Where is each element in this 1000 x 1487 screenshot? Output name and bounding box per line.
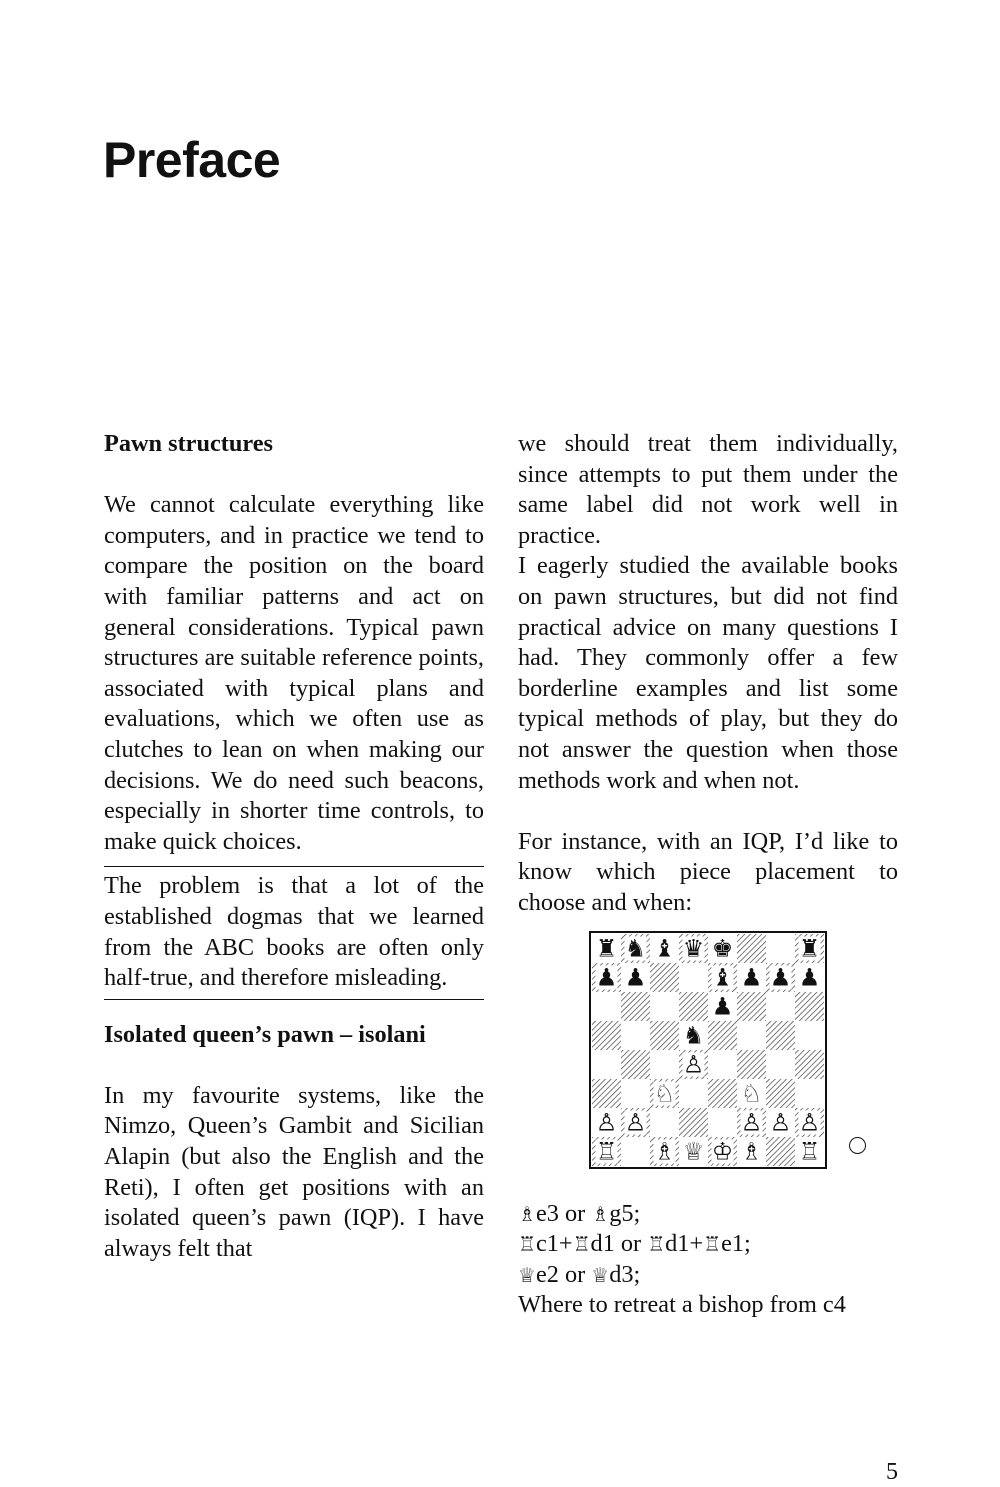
white-pawn-icon: ♙ [595, 1108, 618, 1136]
paragraph-books: I eagerly studied the available books on pawn structures, but did not find practical advice on many questions I had. They commonly offer a few borderline examples and list some typical methods of play, but they do not answer the question when those methods work and when not. [518, 552, 898, 794]
black-bishop-icon: ♝ [711, 963, 734, 991]
dark-square [592, 1079, 621, 1108]
black-pawn-icon: ♟ [595, 963, 618, 991]
black-pawn-icon: ♟ [711, 992, 734, 1020]
move-option-bishop: ♗e3 or ♗g5; [518, 1199, 641, 1227]
white-knight-icon: ♘ [740, 1079, 763, 1107]
paragraph-isolani: In my favourite systems, like the Nimzo, Queen’s Gambit and Sicilian Alapin (but also the English and the Reti), I often get positions with an isolated queen’s pawn (IQP). I have always felt that [104, 1081, 484, 1262]
white-rook-icon: ♖ [798, 1137, 821, 1165]
white-pawn-icon: ♙ [682, 1050, 705, 1078]
black-knight-icon: ♞ [624, 934, 647, 962]
black-rook-icon: ♜ [595, 934, 618, 962]
paragraph-instance: For instance, with an IQP, I’d like to know which piece placement to choose and when: [518, 827, 898, 916]
dark-square [679, 992, 708, 1021]
rook-icon: ♖ [647, 1232, 666, 1257]
queen-icon: ♕ [591, 1262, 610, 1287]
black-knight-icon: ♞ [682, 1021, 705, 1049]
paragraph-pawn-structures: We cannot calculate everything like computers, and in practice we tend to compare the position on the board with familiar patterns and act on general considerations. Typical pawn structures are suitable reference points, associated with typical plans and evaluations, which we often use as clutches to lean on when making our decisions. We do need such beacons, especially in shorter time controls, to make quick choices. [104, 491, 484, 855]
chess-diagram-area [518, 919, 898, 1199]
paragraph-retreat: Where to retreat a bishop from c4 [518, 1291, 846, 1319]
chess-board [589, 931, 827, 1169]
white-pawn-icon: ♙ [624, 1108, 647, 1136]
section-heading-isolani: Isolated queen’s pawn – isolani [104, 1020, 426, 1048]
dark-square [650, 1021, 679, 1050]
dark-square [621, 992, 650, 1021]
white-bishop-icon: ♗ [653, 1137, 676, 1165]
dark-square [737, 934, 766, 963]
white-bishop-icon: ♗ [740, 1137, 763, 1165]
bishop-icon: ♗ [591, 1201, 610, 1226]
move-option-queen: ♕e2 or ♕d3; [518, 1260, 641, 1288]
move-option-rook: ♖c1+♖d1 or ♖d1+♖e1; [518, 1230, 751, 1258]
right-column [518, 429, 898, 1321]
black-pawn-icon: ♟ [740, 963, 763, 991]
black-king-icon: ♚ [711, 934, 734, 962]
dark-square [650, 963, 679, 992]
black-pawn-icon: ♟ [798, 963, 821, 991]
page-number: 5 [886, 1459, 898, 1485]
dark-square [766, 1137, 795, 1166]
dark-square [766, 1021, 795, 1050]
black-pawn-icon: ♟ [624, 963, 647, 991]
white-king-icon: ♔ [711, 1137, 734, 1165]
bishop-icon: ♗ [518, 1201, 536, 1226]
dark-square [795, 992, 824, 1021]
dark-square [592, 1021, 621, 1050]
black-pawn-icon: ♟ [769, 963, 792, 991]
dark-square [795, 1050, 824, 1079]
section-heading-pawn-structures: Pawn structures [104, 430, 273, 457]
white-pawn-icon: ♙ [740, 1108, 763, 1136]
white-rook-icon: ♖ [595, 1137, 618, 1165]
black-queen-icon: ♛ [682, 934, 705, 962]
white-to-move-indicator [849, 1137, 866, 1154]
dark-square [708, 1021, 737, 1050]
white-pawn-icon: ♙ [769, 1108, 792, 1136]
rook-icon: ♖ [518, 1232, 536, 1257]
dark-square [679, 1108, 708, 1137]
rook-icon: ♖ [572, 1232, 591, 1257]
black-bishop-icon: ♝ [653, 934, 676, 962]
dark-square [621, 1050, 650, 1079]
white-pawn-icon: ♙ [798, 1108, 821, 1136]
highlight-box-text: The problem is that a lot of the established dogmas that we learned from the ABC books are often only half-true, and therefore misleading. [104, 872, 484, 992]
dark-square [766, 1079, 795, 1108]
paragraph-continued: we should treat them individually, since attempts to put them under the same label did not work well in practice. [518, 430, 898, 549]
rook-icon: ♖ [703, 1232, 722, 1257]
dark-square [708, 1079, 737, 1108]
left-column [104, 429, 484, 1264]
white-knight-icon: ♘ [653, 1079, 676, 1107]
black-rook-icon: ♜ [798, 934, 821, 962]
queen-icon: ♕ [518, 1262, 536, 1287]
highlight-box [104, 866, 484, 999]
dark-square [737, 992, 766, 1021]
dark-square [737, 1050, 766, 1079]
white-queen-icon: ♕ [682, 1137, 705, 1165]
page-title: Preface [103, 132, 281, 188]
